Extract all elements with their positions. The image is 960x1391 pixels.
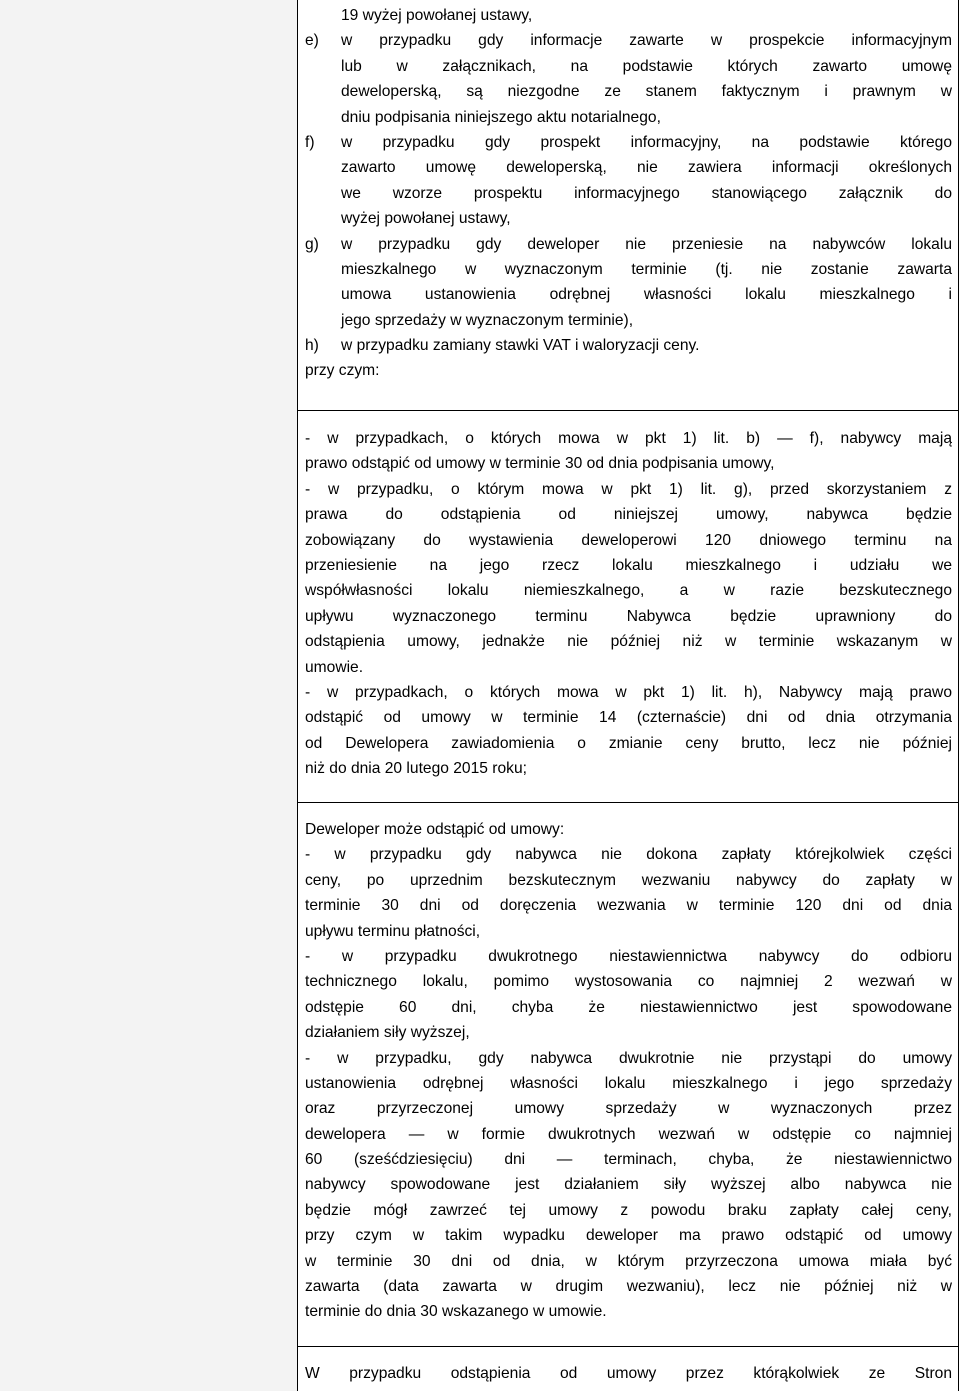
paragraph-line: - w przypadku gdy nabywca nie dokona zapłaty którejkolwiek części [305, 846, 952, 864]
item-label: e) [305, 32, 319, 50]
paragraph-line: - w przypadku, o którym mowa w pkt 1) lit. g), przed skorzystaniem z [305, 480, 952, 498]
paragraph-line: przeniesienie na jego rzecz lokalu mieszkalnego i udziału we [305, 556, 952, 574]
paragraph-line: - w przypadku dwukrotnego niestawiennictwa nabywcy do odbioru [305, 947, 952, 965]
paragraph-line: odstąpić od umowy w terminie 14 (czternaście) dni od dnia otrzymania [305, 709, 952, 727]
paragraph-line: przy czym w takim wypadku deweloper ma prawo odstąpić od umowy [305, 1227, 952, 1245]
paragraph-line: w terminie 30 dni od dnia, w którym przyrzeczona umowa miała być [305, 1252, 952, 1270]
table-right-border [958, 0, 959, 1391]
item-line: mieszkalnego w wyznaczonym terminie (tj. nie zostanie zawarta [341, 260, 952, 278]
paragraph-line: - w przypadku, gdy nabywca dwukrotnie nie przystąpi do umowy [305, 1049, 952, 1067]
list-item-g [305, 232, 952, 334]
item-line: wyżej powołanej ustawy, [341, 210, 511, 228]
list-item-h [305, 333, 952, 358]
paragraph-line: 60 (sześćdziesięciu) dni — terminach, chyba, że niestawiennictwo [305, 1151, 952, 1169]
item-label: h) [305, 337, 319, 355]
item-line: deweloperską, są niezgodne ze stanem faktycznym i prawnym w [341, 83, 952, 101]
paragraph-line: współwłasności lokalu niemieszkalnego, a w razie bezskutecznego [305, 582, 952, 600]
paragraph-line: terminie 30 dni od doręczenia wezwania w terminie 120 dni od dnia [305, 897, 952, 915]
item-line: w przypadku gdy informacje zawarte w prospekcie informacyjnym [341, 32, 952, 50]
list-item-f [305, 130, 952, 232]
cell-buyer-rights [305, 426, 952, 781]
item-line: zawarto umowę deweloperską, nie zawiera informacji określonych [341, 159, 952, 177]
paragraph-line: będzie mógł zawrzeć tej umowy z powodu braku zapłaty całej ceny, [305, 1201, 952, 1219]
paragraph-line: terminie do dnia 30 wskazanego w umowie. [305, 1303, 607, 1321]
paragraph-line: dewelopera — w formie dwukrotnych wezwań w odstępie co najmniej [305, 1125, 952, 1143]
item-line: w przypadku zamiany stawki VAT i waloryzacji ceny. [341, 337, 700, 355]
note-line: przy czym: [305, 362, 380, 380]
paragraph-line: technicznego lokalu, pomimo wystosowania co najmniej 2 wezwań w [305, 973, 952, 991]
paragraph-line: działaniem siły wyższej, [305, 1024, 470, 1042]
item-label: f) [305, 133, 315, 151]
table-left-column [0, 0, 298, 1391]
cell-withdrawal-conditions [305, 3, 952, 384]
paragraph-line: W przypadku odstąpienia od umowy przez którąkolwiek ze Stron [305, 1365, 952, 1382]
paragraph-line: umowie. [305, 658, 364, 676]
item-label: g) [305, 235, 319, 253]
paragraph-line: od Dewelopera zawiadomienia o zmianie ceny brutto, lecz nie później [305, 734, 952, 752]
paragraph-line: prawo odstąpić od umowy w terminie 30 od dnia podpisania umowy, [305, 455, 775, 473]
paragraph-line: niż do dnia 20 lutego 2015 roku; [305, 760, 527, 778]
paragraph-line: ceny, po uprzednim bezskutecznym wezwaniu nabywcy do zapłaty w [305, 871, 952, 889]
intro-line: 19 wyżej powołanej ustawy, [341, 7, 533, 24]
paragraph-line: ustanowienia odrębnej własności lokalu mieszkalnego i jego sprzedaży [305, 1074, 952, 1092]
paragraph-line: - w przypadkach, o których mowa w pkt 1) lit. b) — f), nabywcy mają [305, 430, 952, 447]
cell-developer-rights [305, 817, 952, 1325]
item-line: jego sprzedaży w wyznaczonym terminie), [341, 311, 634, 329]
paragraph-line: upływu wyznaczonego terminu Nabywca będzie uprawniony do [305, 607, 952, 625]
item-line: umowa ustanowienia odrębnej własności lokalu mieszkalnego i [341, 286, 952, 304]
list-item-e [305, 28, 952, 130]
paragraph-line: zobowiązany do wystawienia deweloperowi 120 dniowego terminu na [305, 531, 952, 549]
item-line: w przypadku gdy prospekt informacyjny, na podstawie którego [341, 133, 952, 151]
paragraph-line: odstąpienia umowy, jednakże nie później niż w terminie wskazanym w [305, 633, 952, 651]
paragraph-line: - w przypadkach, o których mowa w pkt 1) lit. h), Nabywcy mają prawo [305, 683, 952, 701]
cell-withdrawal-by-party [305, 1361, 952, 1386]
paragraph-line: prawa do odstąpienia od niniejszej umowy, nabywca będzie [305, 506, 952, 524]
item-line: we wzorze prospektu informacyjnego stanowiącego załącznik do [341, 184, 952, 202]
paragraph-line: nabywcy spowodowane jest działaniem siły wyższej albo nabywca nie [305, 1176, 952, 1194]
paragraph-line: odstępie 60 dni, chyba że niestawiennictwo jest spowodowane [305, 998, 952, 1016]
paragraph-line: oraz przyrzeczonej umowy sprzedaży w wyznaczonych przez [305, 1100, 952, 1118]
paragraph-line: zawarta (data zawarta w drugim wezwaniu), lecz nie później niż w [305, 1278, 952, 1296]
paragraph-line: upływu terminu płatności, [305, 922, 481, 940]
row-divider [298, 802, 959, 803]
item-line: dniu podpisania niniejszego aktu notarialnego, [341, 108, 661, 126]
paragraph-line: Deweloper może odstąpić od umowy: [305, 821, 565, 838]
row-divider [298, 410, 959, 411]
row-divider [298, 1346, 959, 1347]
item-line: w przypadku gdy deweloper nie przeniesie na nabywców lokalu [341, 235, 952, 253]
item-line: lub w załącznikach, na podstawie których zawarto umowę [341, 57, 952, 75]
